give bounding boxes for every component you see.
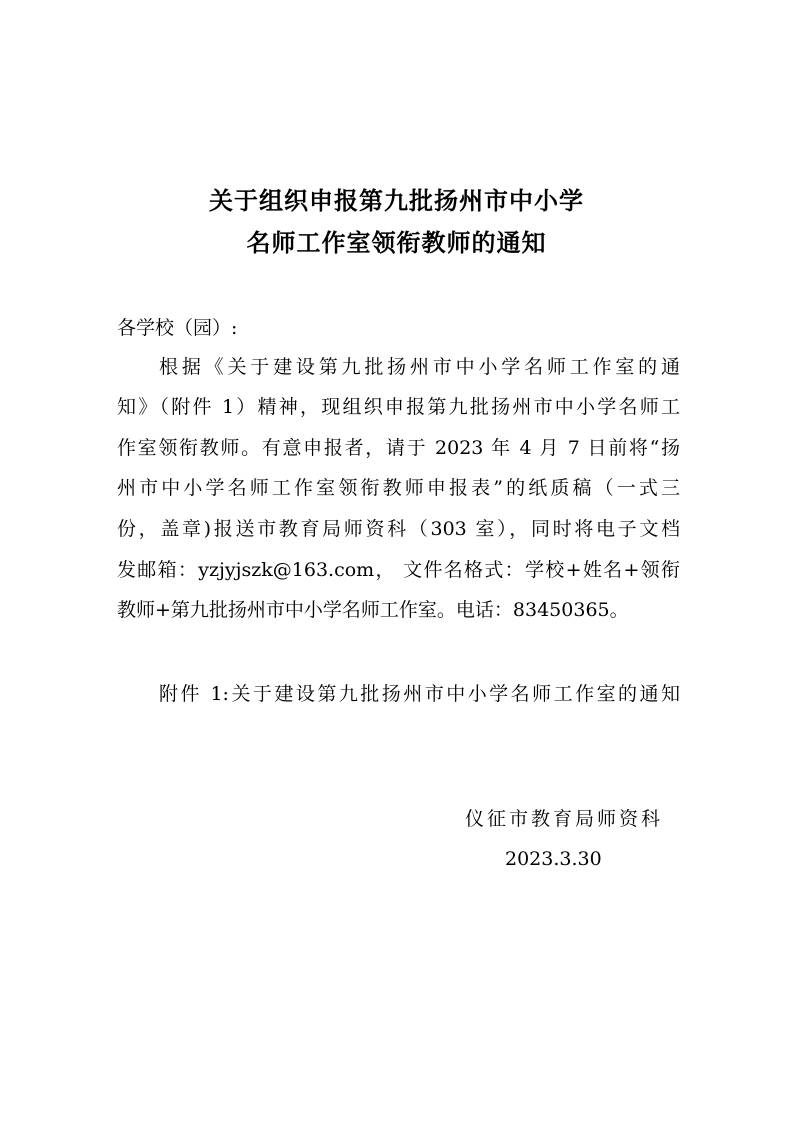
signature-date: 2023.3.30 — [505, 848, 602, 870]
attachment-reference: 附件 1:关于建设第九批扬州市中小学名师工作室的通知 — [159, 683, 680, 705]
body-line: 根据《关于建设第九批扬州市中小学名师工作室的通 — [159, 356, 680, 378]
salutation: 各学校（园）: — [117, 317, 238, 339]
body-line-email: 发邮箱：yzjyjszk@163.com， 文件名格式：学校+姓名+领衔 — [117, 559, 680, 581]
body-line: 份，盖章)报送市教育局师资科（303 室），同时将电子文档 — [117, 518, 680, 540]
document-title-line-2: 名师工作室领衔教师的通知 — [246, 228, 547, 257]
document-title-line-1: 关于组织申报第九批扬州市中小学 — [209, 186, 584, 215]
body-line-phone: 教师+第九批扬州市中小学名师工作室。电话：83450365。 — [117, 599, 629, 621]
body-line: 作室领衔教师。有意申报者，请于 2023 年 4 月 7 日前将“扬 — [117, 437, 680, 459]
signature-organization: 仪征市教育局师资科 — [465, 808, 664, 830]
body-line: 知》（附件 1）精神，现组织申报第九批扬州市中小学名师工 — [117, 396, 680, 418]
body-line: 州市中小学名师工作室领衔教师申报表”的纸质稿（一式三 — [117, 477, 680, 499]
